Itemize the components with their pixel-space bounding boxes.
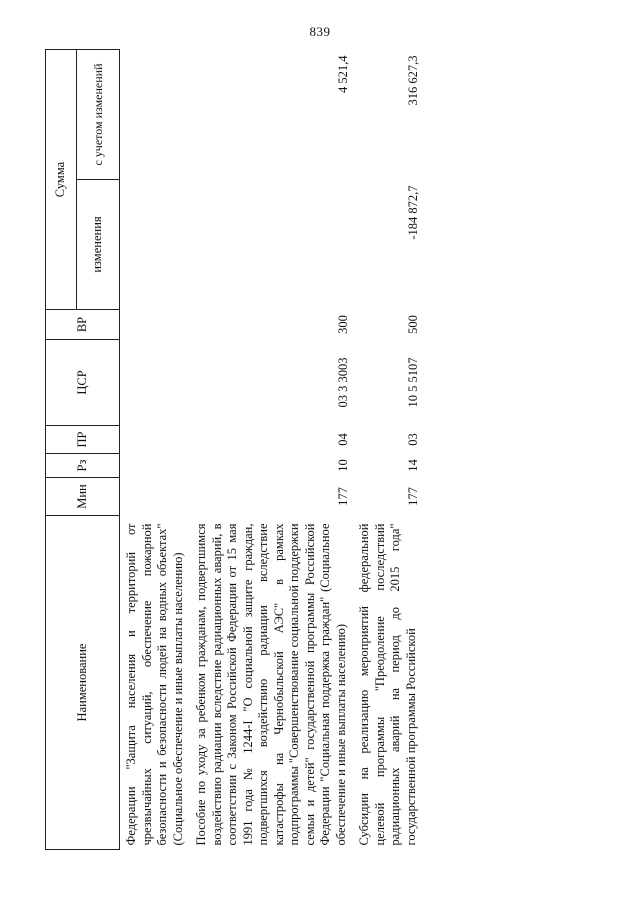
row-min: 177: [335, 487, 350, 506]
table-row: [353, 50, 423, 850]
row-total: 4 521,4: [335, 55, 350, 93]
rotated-page-content: [45, 50, 605, 850]
table-header-row: [46, 50, 77, 850]
row-pr: [120, 426, 191, 454]
row-total: [120, 50, 191, 180]
row-vr: 500: [405, 315, 420, 334]
row-change: -184 872,7: [405, 185, 420, 240]
row-rz: 10: [335, 459, 350, 472]
row-name: Пособие по уходу за ребенком гражданам, подвергшимся воздействию радиации вследствие радиационных аварий, в соответствии с Законом Российской Федерации от 15 мая 1991 года № 1244-I "О социальной защите граждан, подвергшихся воздействию радиации вследствие катастрофы на Чернобыльской АЭС" в рамках подпрограммы "Совершенствование социальной поддержки семьи и детей" государственной программы Российской Федерации "Социальная поддержка граждан" (Социальное обеспечение и иные выплаты населению): [194, 523, 348, 846]
header-changes: изменения: [77, 180, 120, 310]
table-row: [120, 50, 191, 850]
row-name: Субсидии на реализацию мероприятий федеральной целевой программы "Преодоление последствий радиационных аварий на период до 2015 года" государственной программы Российской: [357, 523, 418, 846]
header-csr: ЦСР: [46, 340, 120, 426]
row-csr: 10 5 5107: [405, 357, 420, 408]
page-number: 839: [309, 24, 331, 39]
row-change: [120, 180, 191, 310]
header-pr: ПР: [46, 426, 120, 454]
header-sum: Сумма: [46, 50, 77, 310]
header-rz: Рз: [46, 454, 120, 478]
row-min: [120, 478, 191, 516]
table-row: [190, 50, 353, 850]
header-min: Мин: [46, 478, 120, 516]
row-min: 177: [405, 487, 420, 506]
row-name: Федерации "Защита населения и территорий от чрезвычайных ситуаций, обеспечение пожарной безопасности и безопасности людей на водных объектах" (Социальное обеспечение и иные выплаты населению): [124, 523, 185, 846]
row-csr: 03 3 3003: [335, 357, 350, 408]
row-pr: 03: [405, 433, 420, 446]
row-change: [190, 180, 353, 310]
row-vr: [120, 310, 191, 340]
row-rz: [120, 454, 191, 478]
header-vr: ВР: [46, 310, 120, 340]
row-total: 316 627,3: [405, 55, 420, 106]
row-vr: 300: [335, 315, 350, 334]
header-name: Наименование: [46, 516, 120, 850]
header-with-changes: с учетом изменений: [77, 50, 120, 180]
row-rz: 14: [405, 459, 420, 472]
budget-table: [45, 49, 423, 850]
row-pr: 04: [335, 433, 350, 446]
row-csr: [120, 340, 191, 426]
